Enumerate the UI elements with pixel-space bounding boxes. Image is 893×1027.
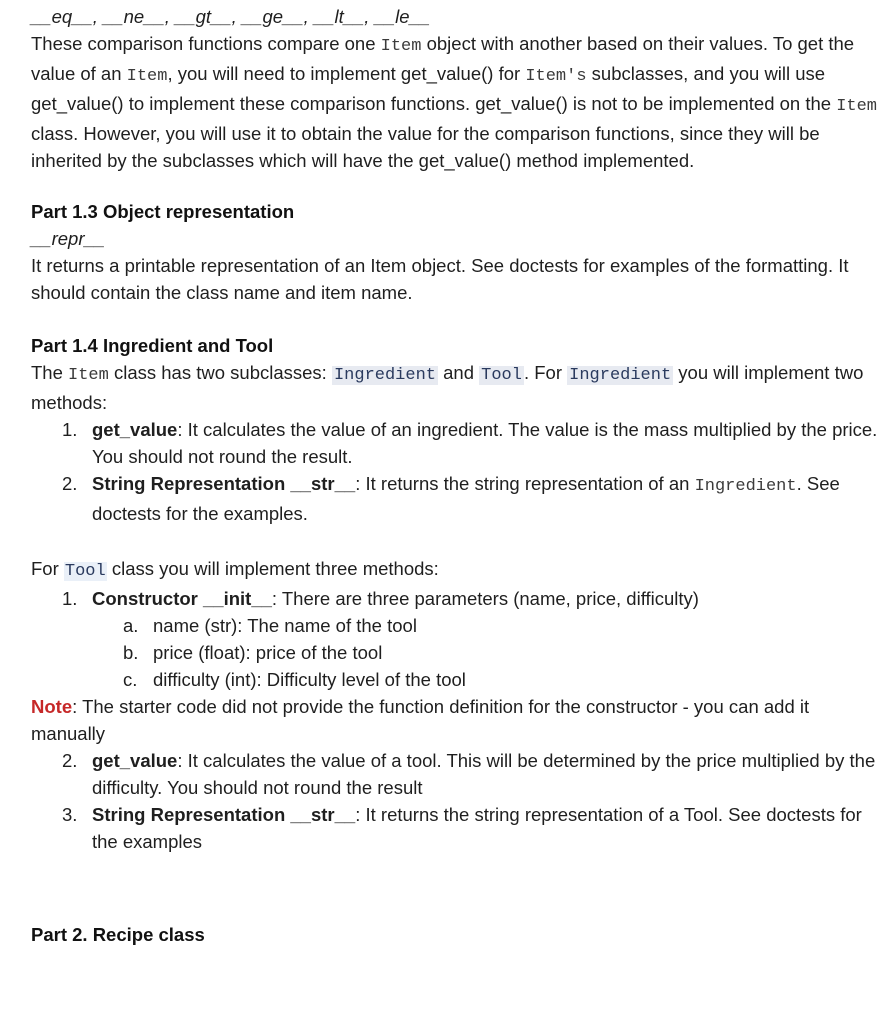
code-ingredient: Ingredient — [694, 477, 797, 496]
subclasses-intro: The Item class has two subclasses: Ingredient and Tool . For Ingredient you will implement two methods: — [31, 362, 864, 413]
list-item: 1. Constructor __init__: There are three parameters (name, price, difficulty) a. name (str): The name of the tool b. price (float): price of the tool c. difficulty (int): Difficulty level of the tool — [31, 585, 883, 693]
code-ingredient: Ingredient — [569, 366, 672, 385]
tool-method-list-continued — [31, 747, 883, 855]
comparison-dunders: __eq__, __ne__, __gt__, __ge__, __lt__, __le__ — [31, 6, 431, 27]
list-item: 3. String Representation __str__: It returns the string representation of a Tool. See doctests for the examples — [62, 804, 862, 852]
code-tool: Tool — [64, 562, 106, 581]
code-item: Item — [380, 37, 422, 56]
code-tool: Tool — [481, 366, 522, 385]
list-item: 1. get_value: It calculates the value of an ingredient. The value is the mass multiplied by the price. You should not round the result. — [62, 419, 878, 467]
list-item: 2. get_value: It calculates the value of a tool. This will be determined by the price multiplied by the difficulty. You should not round the result — [62, 750, 876, 798]
part-1-3-heading: Part 1.3 Object representation — [31, 201, 295, 222]
list-item: c. difficulty (int): Difficulty level of the tool — [123, 669, 466, 690]
repr-description: It returns a printable representation of an Item object. See doctests for examples of the formatting. It should contain the class name and item name. — [31, 255, 849, 303]
part-1-4-heading: Part 1.4 Ingredient and Tool — [31, 335, 274, 356]
code-item: Item — [836, 97, 878, 116]
list-item: 2. String Representation __str__: It returns the string representation of an Ingredient. See doctests for the examples. — [62, 473, 840, 524]
code-ingredient: Ingredient — [333, 366, 436, 385]
constructor-note: Note: The starter code did not provide the function definition for the constructor - you can add it manually — [31, 696, 810, 744]
code-item: Item — [126, 67, 168, 86]
tool-method-list — [31, 585, 883, 693]
part-2-heading: Part 2. Recipe class — [31, 924, 205, 945]
list-item: a. name (str): The name of the tool — [123, 615, 417, 636]
list-item: b. price (float): price of the tool — [123, 642, 383, 663]
document-page — [0, 3, 893, 948]
code-item-possessive: Item's — [525, 67, 587, 86]
comparison-description: These comparison functions compare one Item object with another based on their values. To get the value of an Item, you will need to implement get_value() for Item's subclasses, and you will use get_value() to implement these comparison functions. get_value() is not to be implemented on the Item class. However, you will use it to obtain the value for the comparison functions, since they will be inherited by the subclasses which will have the get_value() method implemented. — [31, 33, 878, 171]
param-list — [31, 612, 883, 693]
tool-intro: For Tool class you will implement three methods: — [31, 558, 439, 581]
code-item: Item — [68, 366, 109, 385]
repr-dunder: __repr__ — [31, 228, 106, 249]
note-label: Note — [31, 696, 73, 717]
ingredient-method-list — [31, 416, 883, 527]
